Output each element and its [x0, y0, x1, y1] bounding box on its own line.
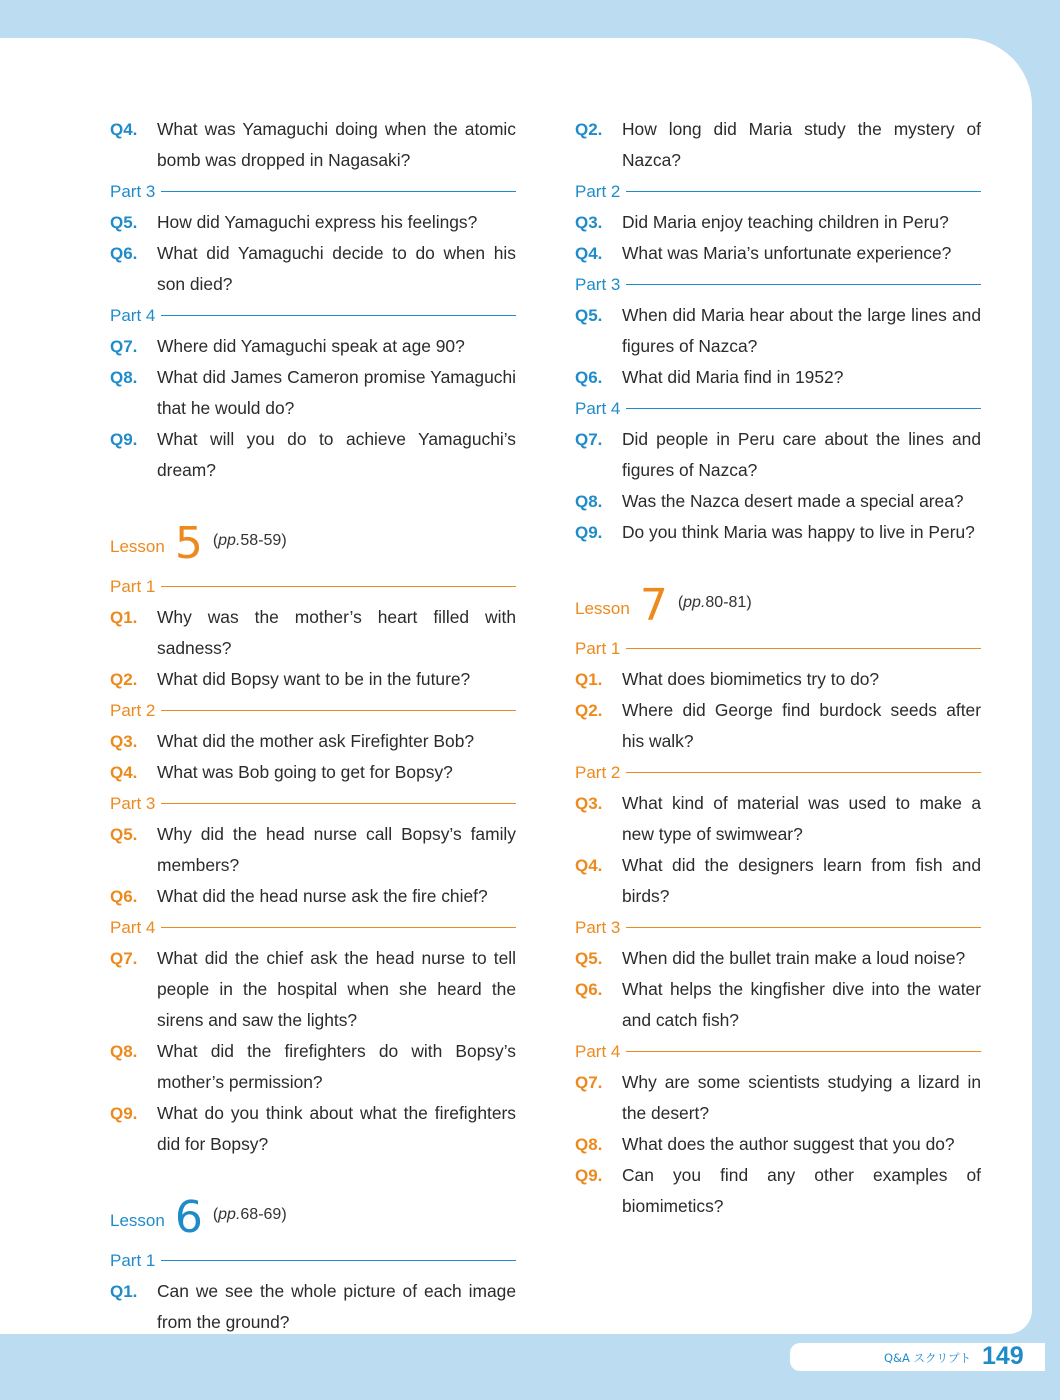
- question-item: [575, 1129, 981, 1160]
- question-text: What will you do to achieve Yamaguchi’s dream?: [157, 429, 516, 480]
- part-heading: [575, 176, 981, 207]
- lesson-pages: (pp.80-81): [677, 594, 752, 611]
- question-text: Why did the head nurse call Bopsy’s family members?: [157, 824, 516, 875]
- lesson-page-range: 68-69: [240, 1206, 282, 1223]
- part-wrapper: [575, 393, 981, 424]
- question-item: [575, 238, 981, 269]
- question-text: When did the bullet train make a loud noise?: [622, 948, 966, 968]
- part-wrapper: [575, 757, 981, 788]
- part-label: Part 4: [110, 305, 156, 325]
- part-heading: [575, 393, 981, 424]
- question-item: [575, 207, 981, 238]
- question-item: [575, 664, 981, 695]
- question-text: Where did George find burdock seeds after his walk?: [622, 700, 981, 751]
- part-rule: [626, 1051, 981, 1052]
- question-item: [575, 788, 981, 850]
- question-item: [110, 726, 516, 757]
- part-rule: [161, 927, 516, 928]
- page-sheet: [0, 38, 1032, 1334]
- part-rule: [626, 772, 981, 773]
- question-number: Q8.: [575, 1135, 603, 1154]
- question-item: [575, 486, 981, 517]
- lesson-number: 7: [639, 580, 668, 631]
- question-text: Can you find any other examples of biomimetics?: [622, 1165, 981, 1216]
- part-label: Part 2: [575, 762, 621, 782]
- question-item: [110, 331, 516, 362]
- question-number: Q2.: [110, 670, 138, 689]
- question-item: [575, 974, 981, 1036]
- question-number: Q1.: [110, 1282, 138, 1301]
- question-number: Q9.: [575, 523, 603, 542]
- question-number: Q9.: [110, 430, 138, 449]
- part-label: Part 3: [575, 274, 621, 294]
- part-rule: [626, 927, 981, 928]
- question-item: [575, 1160, 981, 1222]
- question-number: Q1.: [575, 670, 603, 689]
- question-number: Q9.: [110, 1104, 138, 1123]
- part-rule: [626, 284, 981, 285]
- part-wrapper: [110, 912, 516, 943]
- question-item: [110, 1276, 516, 1338]
- question-number: Q7.: [575, 430, 603, 449]
- part-wrapper: [575, 269, 981, 300]
- question-number: Q6.: [110, 244, 138, 263]
- question-number: Q8.: [575, 492, 603, 511]
- part-rule: [161, 191, 516, 192]
- question-text: How did Yamaguchi express his feelings?: [157, 212, 478, 232]
- part-label: Part 3: [110, 793, 156, 813]
- part-rule: [161, 1260, 516, 1261]
- question-text: Why was the mother’s heart filled with sadness?: [157, 607, 516, 658]
- part-heading: [110, 912, 516, 943]
- question-item: [110, 881, 516, 912]
- question-number: Q5.: [110, 825, 138, 844]
- left-column: [110, 114, 516, 1338]
- lesson-pages: (pp.68-69): [212, 1206, 287, 1223]
- question-number: Q2.: [575, 120, 603, 139]
- question-item: [110, 757, 516, 788]
- part-label: Part 2: [575, 181, 621, 201]
- lesson-page-range: 80-81: [705, 594, 747, 611]
- question-text: What did the firefighters do with Bopsy’s mother’s permission?: [157, 1041, 516, 1092]
- question-item: [110, 1036, 516, 1098]
- lesson-pp: pp.: [218, 1206, 241, 1223]
- question-number: Q6.: [110, 887, 138, 906]
- lesson-number: 6: [174, 1192, 203, 1243]
- part-label: Part 1: [110, 1250, 156, 1270]
- question-item: [110, 664, 516, 695]
- question-item: [110, 362, 516, 424]
- lesson-page-range: 58-59: [240, 532, 282, 549]
- question-number: Q4.: [575, 856, 603, 875]
- question-item: [575, 362, 981, 393]
- part-wrapper: [110, 788, 516, 819]
- part-heading: [110, 788, 516, 819]
- part-heading: [575, 633, 981, 664]
- question-text: How long did Maria study the mystery of Nazca?: [622, 119, 981, 170]
- question-text: What does biomimetics try to do?: [622, 669, 880, 689]
- question-text: Do you think Maria was happy to live in Peru?: [622, 522, 975, 542]
- question-text: Can we see the whole picture of each image from the ground?: [157, 1281, 516, 1332]
- part-wrapper: [110, 571, 516, 602]
- part-rule: [161, 710, 516, 711]
- question-item: [575, 1067, 981, 1129]
- question-number: Q4.: [110, 763, 138, 782]
- question-text: What do you think about what the firefighters did for Bopsy?: [157, 1103, 516, 1154]
- question-text: What helps the kingfisher dive into the water and catch fish?: [622, 979, 981, 1030]
- part-heading: [575, 269, 981, 300]
- part-heading: [110, 1245, 516, 1276]
- lesson-word: Lesson: [110, 537, 165, 556]
- question-number: Q7.: [110, 949, 138, 968]
- section-gap: [575, 548, 981, 579]
- part-wrapper: [575, 176, 981, 207]
- question-item: [110, 602, 516, 664]
- question-number: Q5.: [110, 213, 138, 232]
- lesson-number: 5: [174, 518, 203, 569]
- lesson-word: Lesson: [110, 1211, 165, 1230]
- part-label: Part 4: [110, 917, 156, 937]
- question-item: [110, 943, 516, 1036]
- part-wrapper: [110, 300, 516, 331]
- question-item: [575, 695, 981, 757]
- lesson-heading: [575, 579, 981, 633]
- part-wrapper: [110, 1245, 516, 1276]
- question-number: Q8.: [110, 1042, 138, 1061]
- footer-label: Q&A スクリプト: [884, 1351, 972, 1365]
- question-text: What was Maria’s unfortunate experience?: [622, 243, 952, 263]
- question-item: [575, 424, 981, 486]
- question-number: Q7.: [110, 337, 138, 356]
- part-heading: [110, 300, 516, 331]
- question-text: Where did Yamaguchi speak at age 90?: [157, 336, 465, 356]
- part-label: Part 3: [575, 917, 621, 937]
- part-label: Part 3: [110, 181, 156, 201]
- question-text: What did Maria find in 1952?: [622, 367, 844, 387]
- lesson-pp: pp.: [683, 594, 706, 611]
- part-rule: [161, 586, 516, 587]
- part-heading: [110, 571, 516, 602]
- question-number: Q6.: [575, 368, 603, 387]
- question-text: What was Yamaguchi doing when the atomic bomb was dropped in Nagasaki?: [157, 119, 516, 170]
- question-item: [110, 424, 516, 486]
- question-text: What was Bob going to get for Bopsy?: [157, 762, 453, 782]
- part-rule: [626, 191, 981, 192]
- lesson-pp: pp.: [218, 532, 241, 549]
- question-text: Did Maria enjoy teaching children in Peru?: [622, 212, 949, 232]
- part-label: Part 4: [575, 398, 621, 418]
- question-item: [110, 207, 516, 238]
- part-label: Part 1: [110, 576, 156, 596]
- part-wrapper: [575, 633, 981, 664]
- part-wrapper: [575, 1036, 981, 1067]
- question-text: What did the mother ask Firefighter Bob?: [157, 731, 475, 751]
- question-text: What did the chief ask the head nurse to tell people in the hospital when she heard the sirens and saw the lights?: [157, 948, 516, 1030]
- question-number: Q3.: [575, 213, 603, 232]
- question-number: Q2.: [575, 701, 603, 720]
- question-item: [575, 300, 981, 362]
- part-heading: [110, 695, 516, 726]
- part-wrapper: [110, 176, 516, 207]
- part-rule: [626, 648, 981, 649]
- question-number: Q3.: [110, 732, 138, 751]
- question-text: What did the head nurse ask the fire chief?: [157, 886, 488, 906]
- part-rule: [161, 315, 516, 316]
- question-text: Was the Nazca desert made a special area?: [622, 491, 964, 511]
- question-item: [575, 850, 981, 912]
- question-text: Did people in Peru care about the lines and figures of Nazca?: [622, 429, 981, 480]
- lesson-heading: [110, 517, 516, 571]
- question-number: Q6.: [575, 980, 603, 999]
- right-column: [575, 114, 981, 1222]
- question-item: [110, 1098, 516, 1160]
- question-item: [110, 238, 516, 300]
- question-number: Q4.: [110, 120, 138, 139]
- question-item: [575, 517, 981, 548]
- question-number: Q1.: [110, 608, 138, 627]
- part-heading: [575, 757, 981, 788]
- question-number: Q5.: [575, 306, 603, 325]
- question-item: [110, 819, 516, 881]
- question-number: Q7.: [575, 1073, 603, 1092]
- part-wrapper: [575, 912, 981, 943]
- question-text: What did Yamaguchi decide to do when his son died?: [157, 243, 516, 294]
- question-number: Q3.: [575, 794, 603, 813]
- part-heading: [575, 912, 981, 943]
- question-item: [575, 114, 981, 176]
- question-text: What kind of material was used to make a new type of swimwear?: [622, 793, 981, 844]
- section-gap: [110, 1160, 516, 1191]
- part-label: Part 2: [110, 700, 156, 720]
- question-text: Why are some scientists studying a lizard in the desert?: [622, 1072, 981, 1123]
- part-rule: [161, 803, 516, 804]
- part-wrapper: [110, 695, 516, 726]
- section-gap: [110, 486, 516, 517]
- question-number: Q9.: [575, 1166, 603, 1185]
- lesson-pages: (pp.58-59): [212, 532, 287, 549]
- page-number: 149: [982, 1342, 1024, 1370]
- part-rule: [626, 408, 981, 409]
- question-text: When did Maria hear about the large lines and figures of Nazca?: [622, 305, 981, 356]
- question-number: Q5.: [575, 949, 603, 968]
- question-text: What did the designers learn from fish and birds?: [622, 855, 981, 906]
- question-number: Q4.: [575, 244, 603, 263]
- question-text: What did Bopsy want to be in the future?: [157, 669, 471, 689]
- question-text: What does the author suggest that you do?: [622, 1134, 955, 1154]
- lesson-heading: [110, 1191, 516, 1245]
- question-text: What did James Cameron promise Yamaguchi that he would do?: [157, 367, 516, 418]
- part-label: Part 4: [575, 1041, 621, 1061]
- question-item: [575, 943, 981, 974]
- part-heading: [110, 176, 516, 207]
- question-number: Q8.: [110, 368, 138, 387]
- part-heading: [575, 1036, 981, 1067]
- question-item: [110, 114, 516, 176]
- lesson-word: Lesson: [575, 599, 630, 618]
- part-label: Part 1: [575, 638, 621, 658]
